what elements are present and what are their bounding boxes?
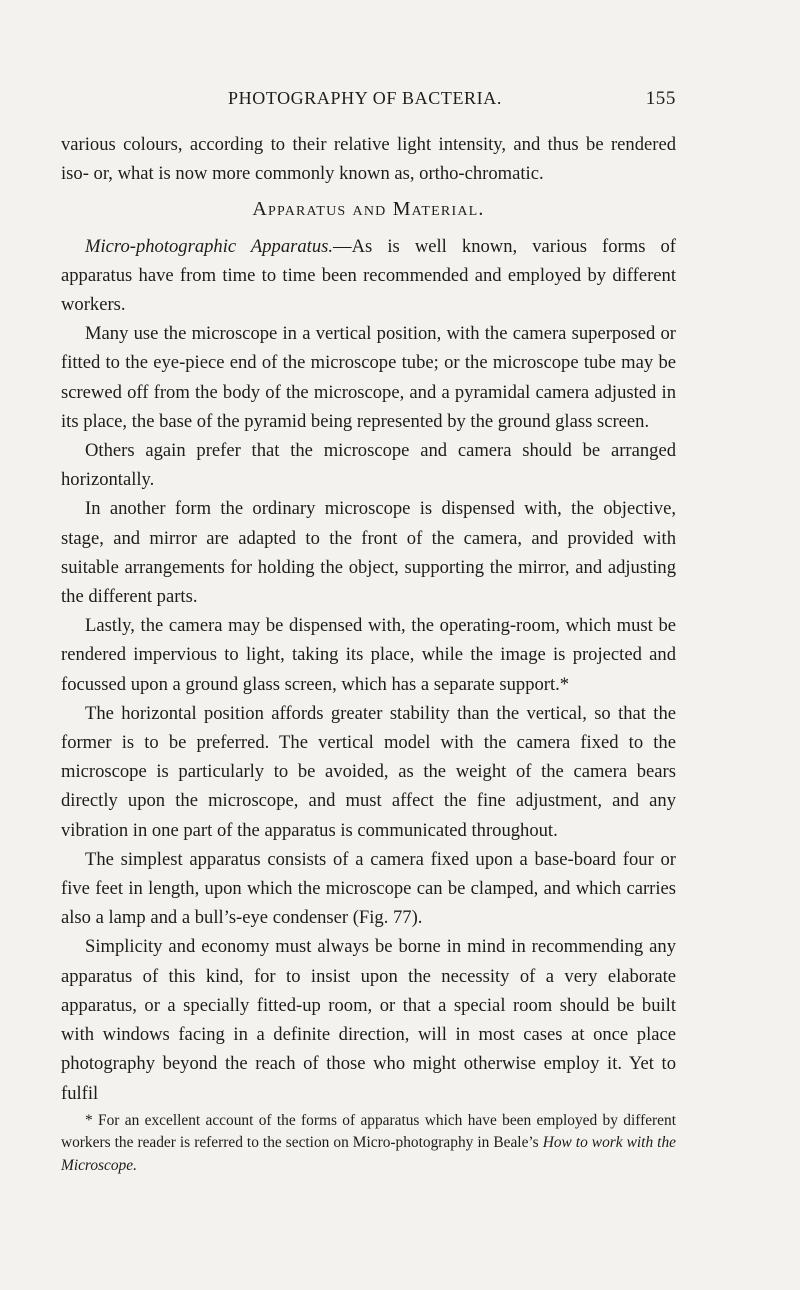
running-title: PHOTOGRAPHY OF BACTERIA.	[228, 88, 502, 108]
section-heading: Apparatus and Material.	[252, 198, 485, 221]
body-text	[61, 130, 676, 1108]
paragraph: Lastly, the camera may be dispensed with, the operating-room, which must be rendered impervious to light, taking its place, while the image is projected and focussed upon a ground glass screen, which has a separate support.*	[61, 615, 676, 695]
footnote-paragraph	[61, 1110, 676, 1177]
paragraph: The horizontal position affords greater stability than the vertical, so that the former is to be preferred. The vertical model with the camera fixed to the microscope is particularly to be avoided, as the weight of the camera bears directly upon the microscope, and must affect the fine adjustment, and any vibration in one part of the apparatus is communicated throughout.	[61, 702, 676, 841]
footnote-text: * For an excellent account of the forms of apparatus which have been employed by different workers the reader is referred to the section on Micro-photography in Beale’s	[61, 1112, 676, 1152]
footnote	[61, 1110, 676, 1177]
paragraph: Others again prefer that the microscope and camera should be arranged horizontally.	[61, 440, 676, 491]
paragraph: Simplicity and economy must always be borne in mind in recommending any apparatus of this kind, for to insist upon the necessity of a very elaborate apparatus, or a specially fitted-up room, or that a special room should be built with windows facing in a definite direction, will in most cases at once place photography beyond the reach of those who might otherwise employ it. Yet to fulfil	[61, 936, 676, 1104]
page-number: 155	[645, 88, 676, 109]
paragraph: Many use the microscope in a vertical position, with the camera superposed or fitted to the eye-piece end of the microscope tube; or the microscope tube may be screwed off from the body of the microscope, and a pyramidal camera adjusted in its place, the base of the pyramid being represented by the ground glass screen.	[61, 323, 676, 432]
footnote-book-title: How to work with the Microscope.	[61, 1134, 676, 1174]
paragraph	[61, 232, 676, 320]
paragraph-text: —As is well known, various forms of apparatus have from time to time been recommended and employed by different workers.	[61, 235, 676, 316]
paragraph: In another form the ordinary microscope is dispensed with, the objective, stage, and mirror are adapted to the front of the camera, and provided with suitable arrangements for holding the object, supporting the mirror, and adjusting the different parts.	[61, 498, 676, 608]
paragraph: The simplest apparatus consists of a camera fixed upon a base-board four or five feet in length, upon which the microscope can be clamped, and which carries also a lamp and a bull’s-eye condenser (Fig. 77).	[61, 848, 676, 929]
italic-lead: Micro-photographic Apparatus.	[85, 235, 334, 257]
paragraph-continued: various colours, according to their relative light intensity, and thus be rendered iso- or, what is now more commonly known as, ortho-chromatic.	[61, 134, 676, 185]
